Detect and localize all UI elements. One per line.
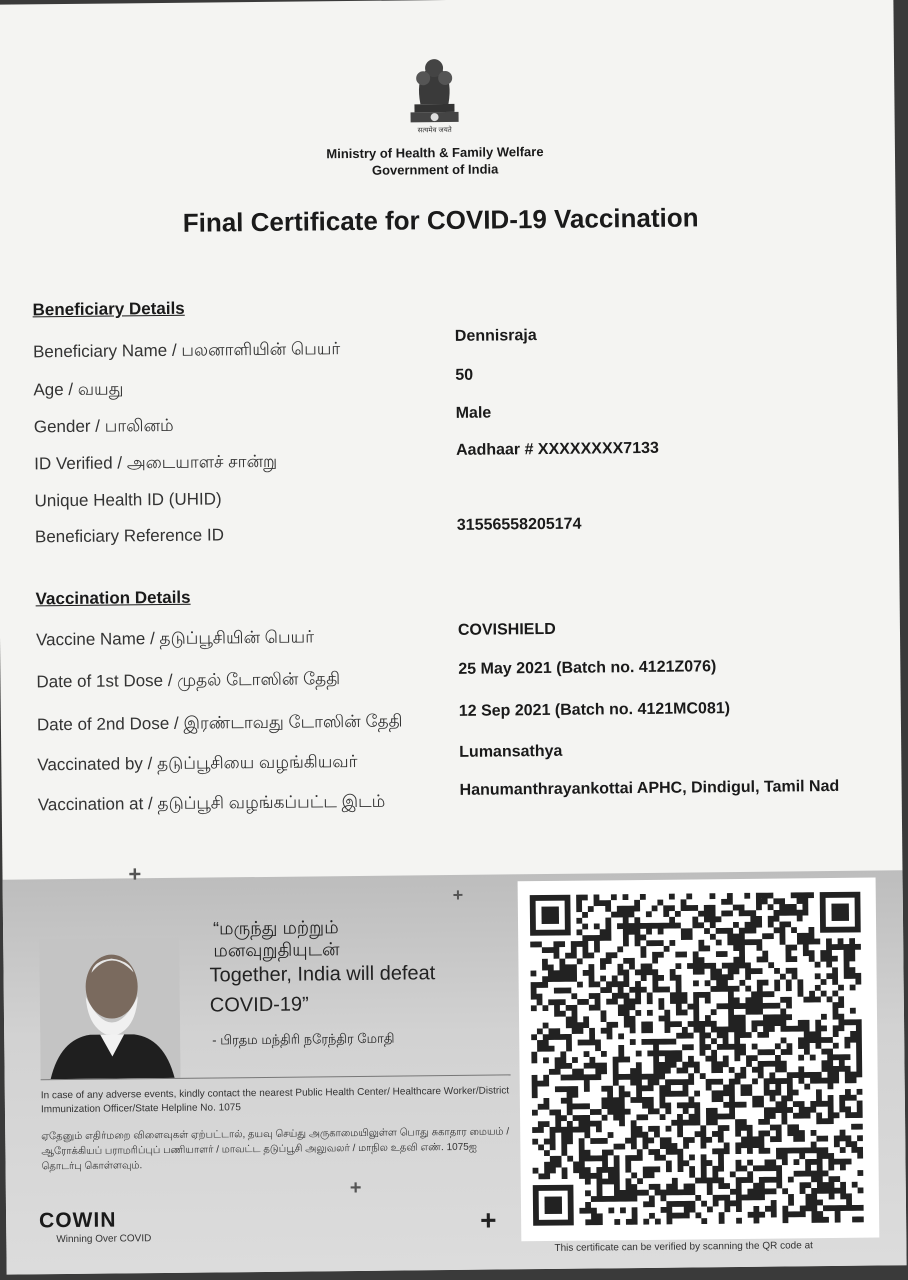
vaccine-name-value: COVISHIELD — [457, 620, 556, 639]
cowin-tagline: Winning Over COVID — [56, 1233, 152, 1246]
cowin-logo: COWIN — [38, 1208, 117, 1233]
certificate-title: Final Certificate for COVID-19 Vaccination — [182, 202, 699, 238]
vaccinated-by-label: Vaccinated by / தடுப்பூசியை வழங்கியவர் — [37, 751, 358, 775]
national-emblem-icon — [406, 52, 463, 139]
qr-finder-center — [544, 1196, 562, 1214]
second-dose-value: 12 Sep 2021 (Batch no. 4121MC081) — [458, 700, 731, 720]
reference-id-value: 31556558205174 — [456, 515, 582, 534]
first-dose-value: 25 May 2021 (Batch no. 4121Z076) — [458, 658, 717, 678]
quote-english — [209, 958, 500, 1021]
prime-minister-portrait — [39, 938, 180, 1079]
beneficiary-name-value: Dennisraja — [454, 327, 537, 345]
uhid-label: Unique Health ID (UHID) — [34, 489, 222, 511]
plus-decoration-icon: + — [349, 1176, 362, 1200]
vaccination-details-heading: Vaccination Details — [35, 587, 191, 609]
vaccine-name-label: Vaccine Name / தடுப்பூசியின் பெயர் — [35, 627, 315, 650]
qr-verify-note: This certificate can be verified by scanning the QR code at — [554, 1240, 813, 1254]
vaccinated-by-value: Lumansathya — [459, 742, 563, 761]
gender-value: Male — [455, 404, 492, 422]
qr-finder-center — [831, 903, 849, 921]
first-dose-label: Date of 1st Dose / முதல் டோஸின் தேதி — [36, 669, 341, 692]
qr-code-icon — [518, 878, 880, 1242]
id-verified-value: Aadhaar # XXXXXXXX7133 — [455, 439, 659, 459]
beneficiary-name-label: Beneficiary Name / பலனாளியின் பெயர் — [32, 339, 341, 362]
plus-decoration-icon: + — [479, 1204, 497, 1236]
quote-attribution: - பிரதம மந்திரி நரேந்திர மோதி — [212, 1030, 395, 1048]
plus-decoration-icon: + — [452, 884, 464, 905]
beneficiary-details-heading: Beneficiary Details — [32, 298, 185, 320]
quote-tamil-line-2: மனவுறுதியுடன் — [213, 939, 340, 961]
quote-english-line-1: Together, India will defeat — [209, 962, 436, 987]
qr-code[interactable] — [518, 878, 880, 1242]
gender-label: Gender / பாலினம் — [33, 415, 174, 437]
second-dose-label: Date of 2nd Dose / இரண்டாவது டோஸின் தேதி — [36, 711, 403, 735]
helpline-tamil: ஏதேனும் எதிர்மறை விளைவுகள் ஏற்பட்டால், தயவு செய்து அருகாமையிலுள்ள பொது சுகாதார மையம் / ஆரோக்கியப் பராமரிப்புப் பணியாளர் / மாவட்ட தடுப்பூசி அலுவலர் / மாநில உதவி எண். 1075ஐ தொடர்பு கொள்ளவும். — [41, 1126, 510, 1173]
id-verified-label: ID Verified / அடையாளச் சான்று — [34, 451, 278, 474]
government-name: Government of India — [371, 161, 499, 178]
qr-finder-center — [541, 906, 559, 924]
vaccination-at-value: Hanumanthrayankottai APHC, Dindigul, Tamil Nad — [459, 777, 840, 799]
age-label: Age / வயது — [33, 379, 124, 400]
helpline-english: In case of any adverse events, kindly contact the nearest Public Health Center/ Healthcare Worker/District Immunization Officer/State Helpline No. 1075 — [40, 1085, 510, 1116]
vaccination-at-label: Vaccination at / தடுப்பூசி வழங்கப்பட்ட இடம் — [37, 791, 386, 815]
plus-decoration-icon: + — [128, 861, 142, 887]
ministry-name: Ministry of Health & Family Welfare — [326, 143, 544, 162]
quote-english-line-2: COVID-19” — [209, 993, 309, 1017]
age-value: 50 — [455, 366, 474, 384]
reference-id-label: Beneficiary Reference ID — [34, 525, 225, 547]
quote-tamil — [213, 916, 340, 961]
quote-tamil-line-1: “மருந்து மற்றும் — [212, 917, 339, 939]
emblem-motto: सत्यमेव जयते — [417, 126, 452, 135]
